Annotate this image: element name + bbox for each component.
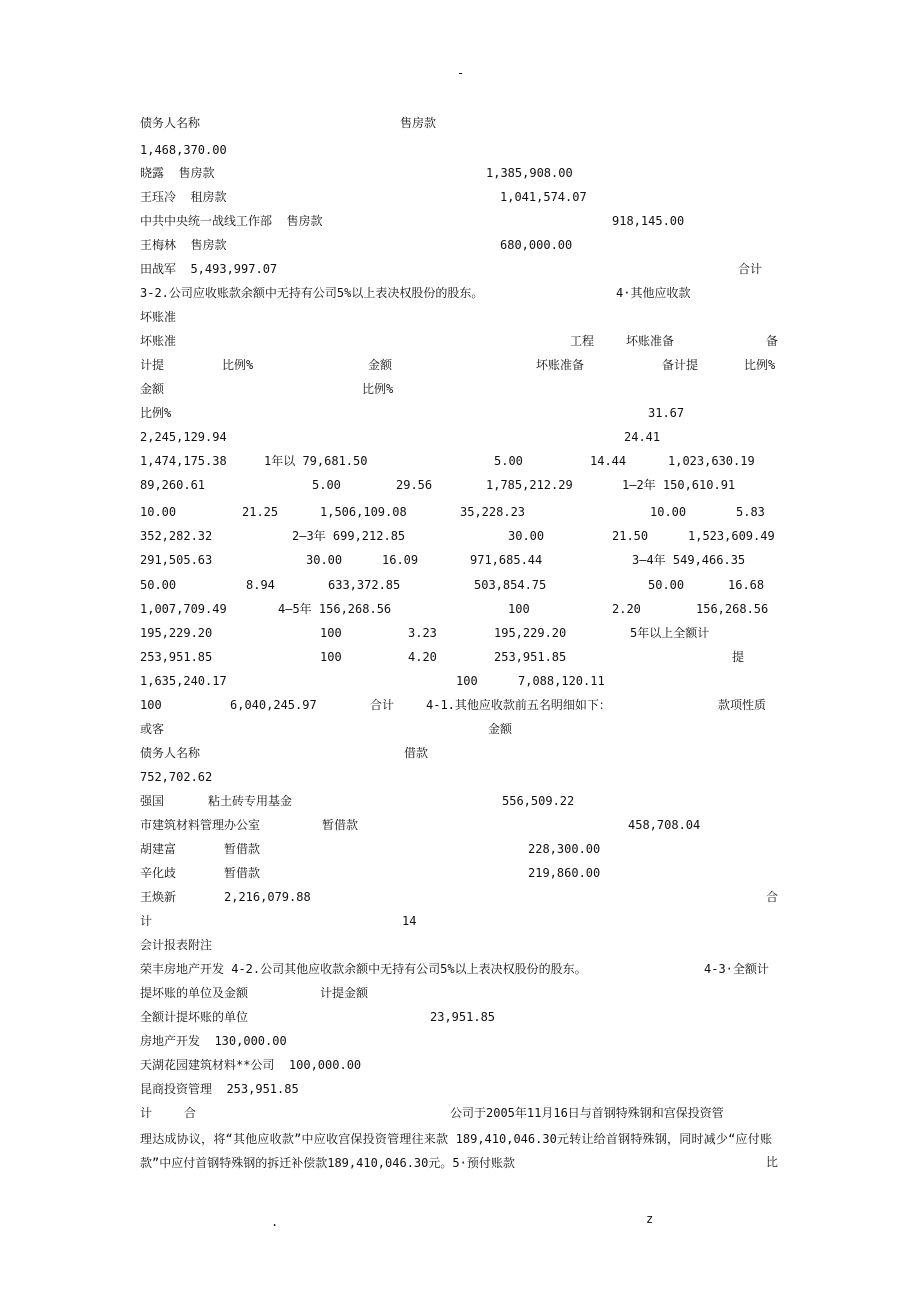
text-segment: 天湖花园建筑材料**公司 100,000.00 <box>140 1058 362 1072</box>
text-line <box>140 1032 780 1050</box>
text-segment: 100 <box>508 602 530 616</box>
text-line <box>140 672 780 690</box>
text-line <box>140 428 780 446</box>
text-segment: 7,088,120.11 <box>518 674 605 688</box>
text-line <box>140 744 780 762</box>
text-line <box>140 452 780 470</box>
text-segment: 坏账准备 <box>626 334 675 348</box>
text-segment: 款项性质 <box>718 698 767 712</box>
text-segment: 1,635,240.17 <box>140 674 227 688</box>
text-line <box>140 696 780 714</box>
text-line <box>140 212 780 230</box>
text-segment: 352,282.32 <box>140 529 213 543</box>
text-segment: 195,229.20 <box>140 626 213 640</box>
text-segment: 金额 <box>368 358 393 372</box>
text-segment: 253,951.85 <box>140 650 213 664</box>
text-segment: 6,040,245.97 <box>230 698 317 712</box>
text-segment: 中共中央统一战线工作部 售房款 <box>140 214 323 228</box>
text-segment: 荣丰房地产开发 4-2.公司其他应收款余额中无持有公司5%以上表决权股份的股东。 <box>140 962 587 976</box>
text-segment: 市建筑材料管理办公室 <box>140 818 261 832</box>
text-segment: 50.00 <box>648 578 685 592</box>
text-segment: 公司于2005年11月16日与首钢特殊钢和宫保投资管 <box>450 1106 724 1120</box>
text-segment: 5年以上全额计 <box>630 626 710 640</box>
text-segment: 2,216,079.88 <box>224 890 311 904</box>
text-line <box>140 164 780 182</box>
text-segment: 1,506,109.08 <box>320 505 407 519</box>
text-segment: 合 <box>184 1106 197 1120</box>
text-segment: 昆商投资管理 253,951.85 <box>140 1082 299 1096</box>
text-line <box>140 792 780 810</box>
text-segment: 1,007,709.49 <box>140 602 227 616</box>
text-line <box>140 236 780 254</box>
text-segment: 971,685.44 <box>470 553 543 567</box>
text-segment: 219,860.00 <box>528 866 601 880</box>
text-segment: 4·其他应收款 <box>616 286 691 300</box>
text-segment: 或客 <box>140 722 165 736</box>
text-segment: 156,268.56 <box>696 602 769 616</box>
text-segment: 1,785,212.29 <box>486 478 573 492</box>
text-segment: 晓露 售房款 <box>140 166 215 180</box>
text-line <box>140 984 780 1002</box>
text-line <box>140 188 780 206</box>
text-segment: 比例% <box>222 358 254 372</box>
text-segment: 王梅林 售房款 <box>140 238 227 252</box>
text-segment: 计 <box>140 914 153 928</box>
text-line <box>140 600 780 618</box>
text-line <box>140 308 780 326</box>
text-segment: 计提金额 <box>320 986 369 1000</box>
text-line <box>140 1008 780 1026</box>
text-line <box>140 888 780 906</box>
text-segment: 21.25 <box>242 505 279 519</box>
text-segment: 1,023,630.19 <box>668 454 755 468</box>
text-segment: 1,041,574.07 <box>500 190 587 204</box>
text-line <box>140 284 780 302</box>
text-line <box>140 576 780 594</box>
text-segment: 14 <box>402 914 417 928</box>
header-mark: - <box>457 66 465 80</box>
text-segment: 坏账准备 <box>536 358 585 372</box>
text-segment: 8.94 <box>246 578 275 592</box>
text-segment: 暂借款 <box>224 866 261 880</box>
text-segment: 备计提 <box>662 358 699 372</box>
text-segment: 债务人名称 <box>140 746 201 760</box>
text-segment: 计提 <box>140 358 165 372</box>
text-segment: 253,951.85 <box>494 650 567 664</box>
paragraph-end: 比 <box>766 1155 779 1169</box>
text-segment: 胡建富 <box>140 842 177 856</box>
text-segment: 503,854.75 <box>474 578 547 592</box>
text-segment: 5.00 <box>312 478 341 492</box>
text-segment: 3-2.公司应收账款余额中无持有公司5%以上表决权股份的股东。 <box>140 286 484 300</box>
text-segment: 会计报表附注 <box>140 938 213 952</box>
text-segment: 债务人名称 <box>140 116 201 130</box>
text-line <box>140 551 780 569</box>
text-line <box>140 356 780 374</box>
text-segment: 1,474,175.38 <box>140 454 227 468</box>
text-line <box>140 527 780 545</box>
text-segment: 2—3年 699,212.85 <box>292 529 406 543</box>
text-line <box>140 624 780 642</box>
text-segment: 5.83 <box>736 505 765 519</box>
text-segment: 14.44 <box>590 454 627 468</box>
text-segment: 提坏账的单位及金额 <box>140 986 249 1000</box>
text-segment: 4-1.其他应收款前五名明细如下： <box>426 698 611 712</box>
text-segment: 2.20 <box>612 602 641 616</box>
text-segment: 752,702.62 <box>140 770 213 784</box>
text-segment: 备 <box>766 334 779 348</box>
text-segment: 30.00 <box>508 529 545 543</box>
text-segment: 全额计提坏账的单位 <box>140 1010 249 1024</box>
text-segment: 291,505.63 <box>140 553 213 567</box>
text-segment: 1年以 79,681.50 <box>264 454 368 468</box>
text-line <box>140 141 780 159</box>
text-segment: 比例% <box>140 406 172 420</box>
text-segment: 35,228.23 <box>460 505 526 519</box>
text-line <box>140 648 780 666</box>
text-segment: 100 <box>456 674 478 688</box>
text-segment: 30.00 <box>306 553 343 567</box>
text-segment: 辛化歧 <box>140 866 177 880</box>
text-segment: 1,468,370.00 <box>140 143 227 157</box>
transfer-paragraph: 理达成协议，将“其他应收款”中应收宫保投资管理往来款 189,410,046.30元转让给首钢特殊钢，同时减少“应付账款”中应付首钢特殊钢的拆迁补偿款189,410,046.30元。5·预付账款 <box>140 1132 772 1170</box>
text-segment: 3—4年 549,466.35 <box>632 553 746 567</box>
text-segment: 556,509.22 <box>502 794 575 808</box>
text-segment: 24.41 <box>624 430 661 444</box>
text-line <box>140 503 780 521</box>
text-line <box>140 380 780 398</box>
text-segment: 16.09 <box>382 553 419 567</box>
text-segment: 粘土砖专用基金 <box>208 794 293 808</box>
text-segment: 王焕新 <box>140 890 177 904</box>
text-segment: 3.23 <box>408 626 437 640</box>
text-line <box>140 864 780 882</box>
text-segment: 50.00 <box>140 578 177 592</box>
text-line <box>140 1056 780 1074</box>
text-line <box>140 1104 780 1122</box>
text-segment: 4.20 <box>408 650 437 664</box>
text-segment: 31.67 <box>648 406 685 420</box>
text-segment: 100 <box>320 626 342 640</box>
text-segment: 100 <box>320 650 342 664</box>
text-segment: 金额 <box>140 382 165 396</box>
text-segment: 比例% <box>744 358 776 372</box>
text-segment: 458,708.04 <box>628 818 701 832</box>
text-segment: 10.00 <box>650 505 687 519</box>
text-segment: 23,951.85 <box>430 1010 496 1024</box>
text-segment: 暂借款 <box>224 842 261 856</box>
text-line <box>140 1080 780 1098</box>
text-line <box>140 332 780 350</box>
text-segment: 合计 <box>370 698 395 712</box>
text-segment: 计 <box>140 1106 153 1120</box>
text-segment: 5.00 <box>494 454 523 468</box>
text-segment: 金额 <box>488 722 513 736</box>
text-segment: 228,300.00 <box>528 842 601 856</box>
text-segment: 提 <box>732 650 745 664</box>
text-segment: 4-3·全额计 <box>704 962 769 976</box>
text-segment: 坏账准 <box>140 334 177 348</box>
text-segment: 借款 <box>404 746 429 760</box>
text-segment: 1,385,908.00 <box>486 166 573 180</box>
text-segment: 房地产开发 130,000.00 <box>140 1034 287 1048</box>
text-segment: 195,229.20 <box>494 626 567 640</box>
text-segment: 比例% <box>362 382 394 396</box>
text-segment: 2,245,129.94 <box>140 430 227 444</box>
text-line <box>140 840 780 858</box>
text-segment: 680,000.00 <box>500 238 573 252</box>
text-line <box>140 816 780 834</box>
text-segment: 29.56 <box>396 478 433 492</box>
text-line <box>140 476 780 494</box>
footer-mark: z <box>646 1212 654 1226</box>
text-line <box>140 912 780 930</box>
text-segment: 89,260.61 <box>140 478 206 492</box>
text-segment: 4—5年 156,268.56 <box>278 602 392 616</box>
footer-dot: . <box>271 1215 279 1229</box>
text-segment: 工程 <box>570 334 595 348</box>
text-line <box>140 404 780 422</box>
text-segment: 10.00 <box>140 505 177 519</box>
text-segment: 坏账准 <box>140 310 177 324</box>
text-segment: 1—2年 150,610.91 <box>622 478 736 492</box>
text-segment: 100 <box>140 698 162 712</box>
text-segment: 21.50 <box>612 529 649 543</box>
text-segment: 633,372.85 <box>328 578 401 592</box>
text-segment: 16.68 <box>728 578 765 592</box>
text-segment: 王珏冷 租房款 <box>140 190 227 204</box>
text-line <box>140 768 780 786</box>
text-segment: 合计 <box>738 262 763 276</box>
text-segment: 强国 <box>140 794 165 808</box>
text-line <box>140 260 780 278</box>
text-line <box>140 114 780 132</box>
text-line <box>140 936 780 954</box>
text-segment: 918,145.00 <box>612 214 685 228</box>
text-line <box>140 960 780 978</box>
text-segment: 合 <box>766 890 779 904</box>
text-line <box>140 720 780 738</box>
text-segment: 售房款 <box>400 116 437 130</box>
text-segment: 田战军 5,493,997.07 <box>140 262 278 276</box>
text-segment: 1,523,609.49 <box>688 529 775 543</box>
text-segment: 暂借款 <box>322 818 359 832</box>
